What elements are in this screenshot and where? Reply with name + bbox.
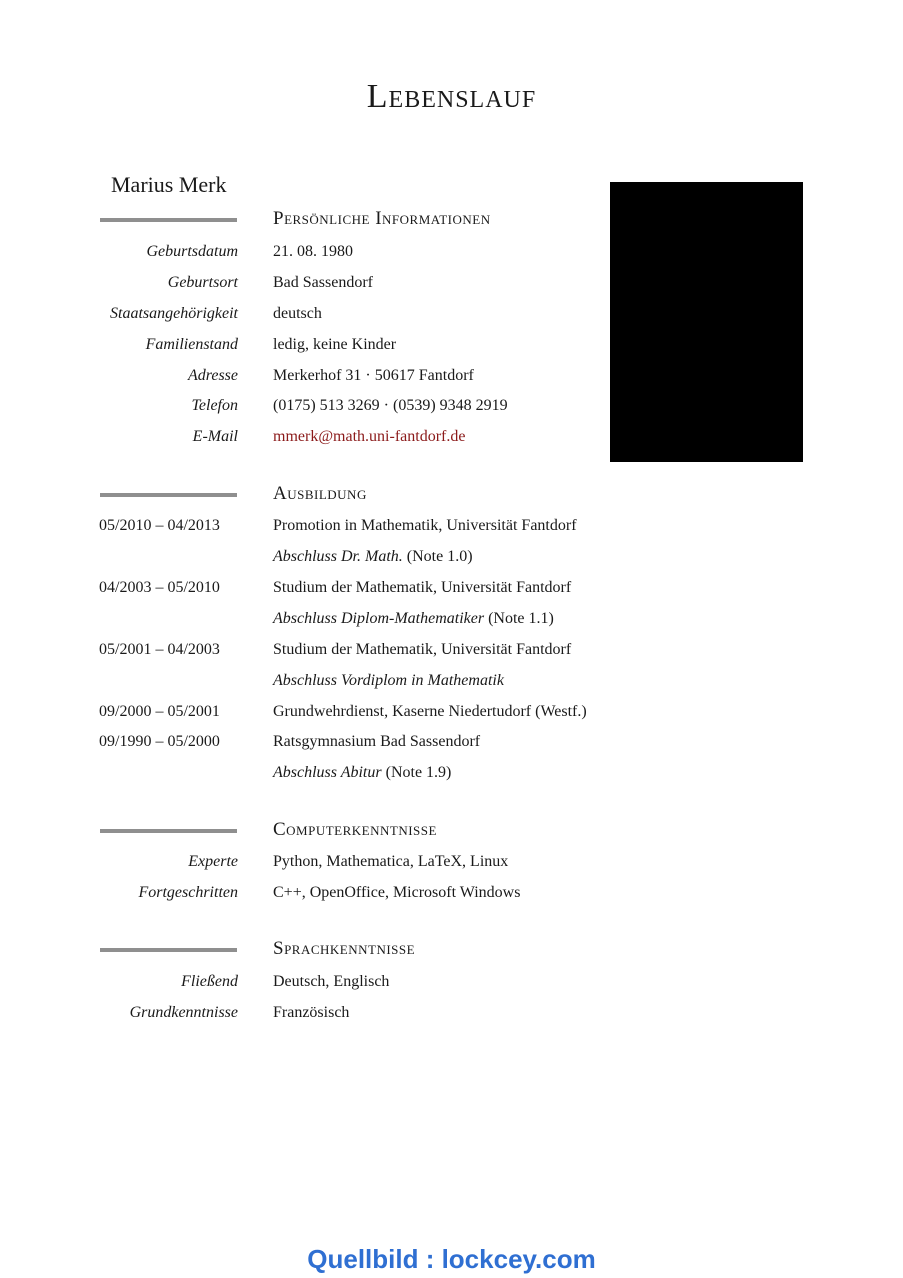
info-value: (0175) 513 3269 · (0539) 9348 2919 [273, 397, 508, 414]
info-value: Bad Sassendorf [273, 274, 373, 291]
info-label: Adresse [187, 367, 238, 384]
education-entry [0, 733, 903, 757]
education-text: Ratsgymnasium Bad Sassendorf [273, 733, 481, 750]
education-date: 09/1990 – 05/2000 [99, 733, 220, 750]
skill-row-advanced [0, 884, 903, 908]
section-rule [100, 948, 237, 952]
education-text: Grundwehrdienst, Kaserne Niedertudorf (Westf.) [273, 703, 587, 720]
education-detail [0, 764, 903, 788]
info-value: deutsch [273, 305, 322, 322]
section-heading-personal: Persönliche Informationen [273, 208, 491, 229]
education-text: Studium der Mathematik, Universität Fantdorf [273, 641, 572, 658]
education-text: Studium der Mathematik, Universität Fantdorf [273, 579, 572, 596]
info-label: E-Mail [192, 428, 238, 445]
education-date: 09/2000 – 05/2001 [99, 703, 220, 720]
skill-label: Fortgeschritten [138, 884, 238, 901]
education-detail-italic: Abschluss Dr. Math. [273, 548, 403, 565]
info-row-birthdate [0, 243, 903, 267]
skill-row-expert [0, 853, 903, 877]
education-detail-note: (Note 1.9) [381, 764, 452, 781]
section-heading-computer: Computerkenntnisse [273, 819, 437, 840]
document-title: Lebenslauf [366, 78, 537, 115]
info-value: Merkerhof 31 · 50617 Fantdorf [273, 367, 474, 384]
education-detail-note: (Note 1.1) [484, 610, 554, 627]
education-detail-italic: Abschluss Abitur [273, 764, 382, 781]
info-value: ledig, keine Kinder [273, 336, 397, 353]
info-value: 21. 08. 1980 [273, 243, 353, 260]
language-value: Französisch [273, 1004, 350, 1021]
education-detail-italic: Abschluss Vordiplom in Mathematik [273, 672, 504, 689]
skill-value: C++, OpenOffice, Microsoft Windows [273, 884, 521, 901]
education-detail-note: (Note 1.0) [402, 548, 473, 565]
education-entry [0, 703, 903, 727]
skill-label: Experte [188, 853, 238, 870]
language-row-basic [0, 1004, 903, 1028]
info-row-birthplace [0, 274, 903, 298]
email-link[interactable]: mmerk@math.uni-fantdorf.de [273, 428, 466, 445]
info-row-phone [0, 397, 903, 421]
education-detail [0, 672, 903, 696]
info-row-address [0, 367, 903, 391]
person-name: Marius Merk [111, 172, 227, 197]
education-entry [0, 517, 903, 541]
info-label: Staatsangehörigkeit [110, 305, 238, 322]
info-row-email [0, 428, 903, 452]
education-entry [0, 641, 903, 665]
section-rule [100, 829, 237, 833]
education-text: Promotion in Mathematik, Universität Fantdorf [273, 517, 577, 534]
section-heading-languages: Sprachkenntnisse [273, 938, 416, 959]
education-date: 05/2001 – 04/2003 [99, 641, 220, 658]
info-label: Geburtsort [167, 274, 238, 291]
education-detail [0, 548, 903, 572]
language-row-fluent [0, 973, 903, 997]
skill-value: Python, Mathematica, LaTeX, Linux [273, 853, 509, 870]
education-date: 05/2010 – 04/2013 [99, 517, 220, 534]
section-heading-education: Ausbildung [273, 483, 367, 504]
info-row-nationality [0, 305, 903, 329]
education-entry [0, 579, 903, 603]
language-label: Grundkenntnisse [129, 1004, 238, 1021]
info-label: Geburtsdatum [146, 243, 238, 260]
language-label: Fließend [181, 973, 238, 990]
source-watermark: Quellbild : lockcey.com [307, 1244, 596, 1274]
info-row-marital-status [0, 336, 903, 360]
education-detail-italic: Abschluss Diplom-Mathematiker [273, 610, 485, 627]
language-value: Deutsch, Englisch [273, 973, 390, 990]
education-detail [0, 610, 903, 634]
info-label: Telefon [191, 397, 238, 414]
education-date: 04/2003 – 05/2010 [99, 579, 220, 596]
section-rule [100, 218, 237, 222]
info-label: Familienstand [145, 336, 238, 353]
section-rule [100, 493, 237, 497]
